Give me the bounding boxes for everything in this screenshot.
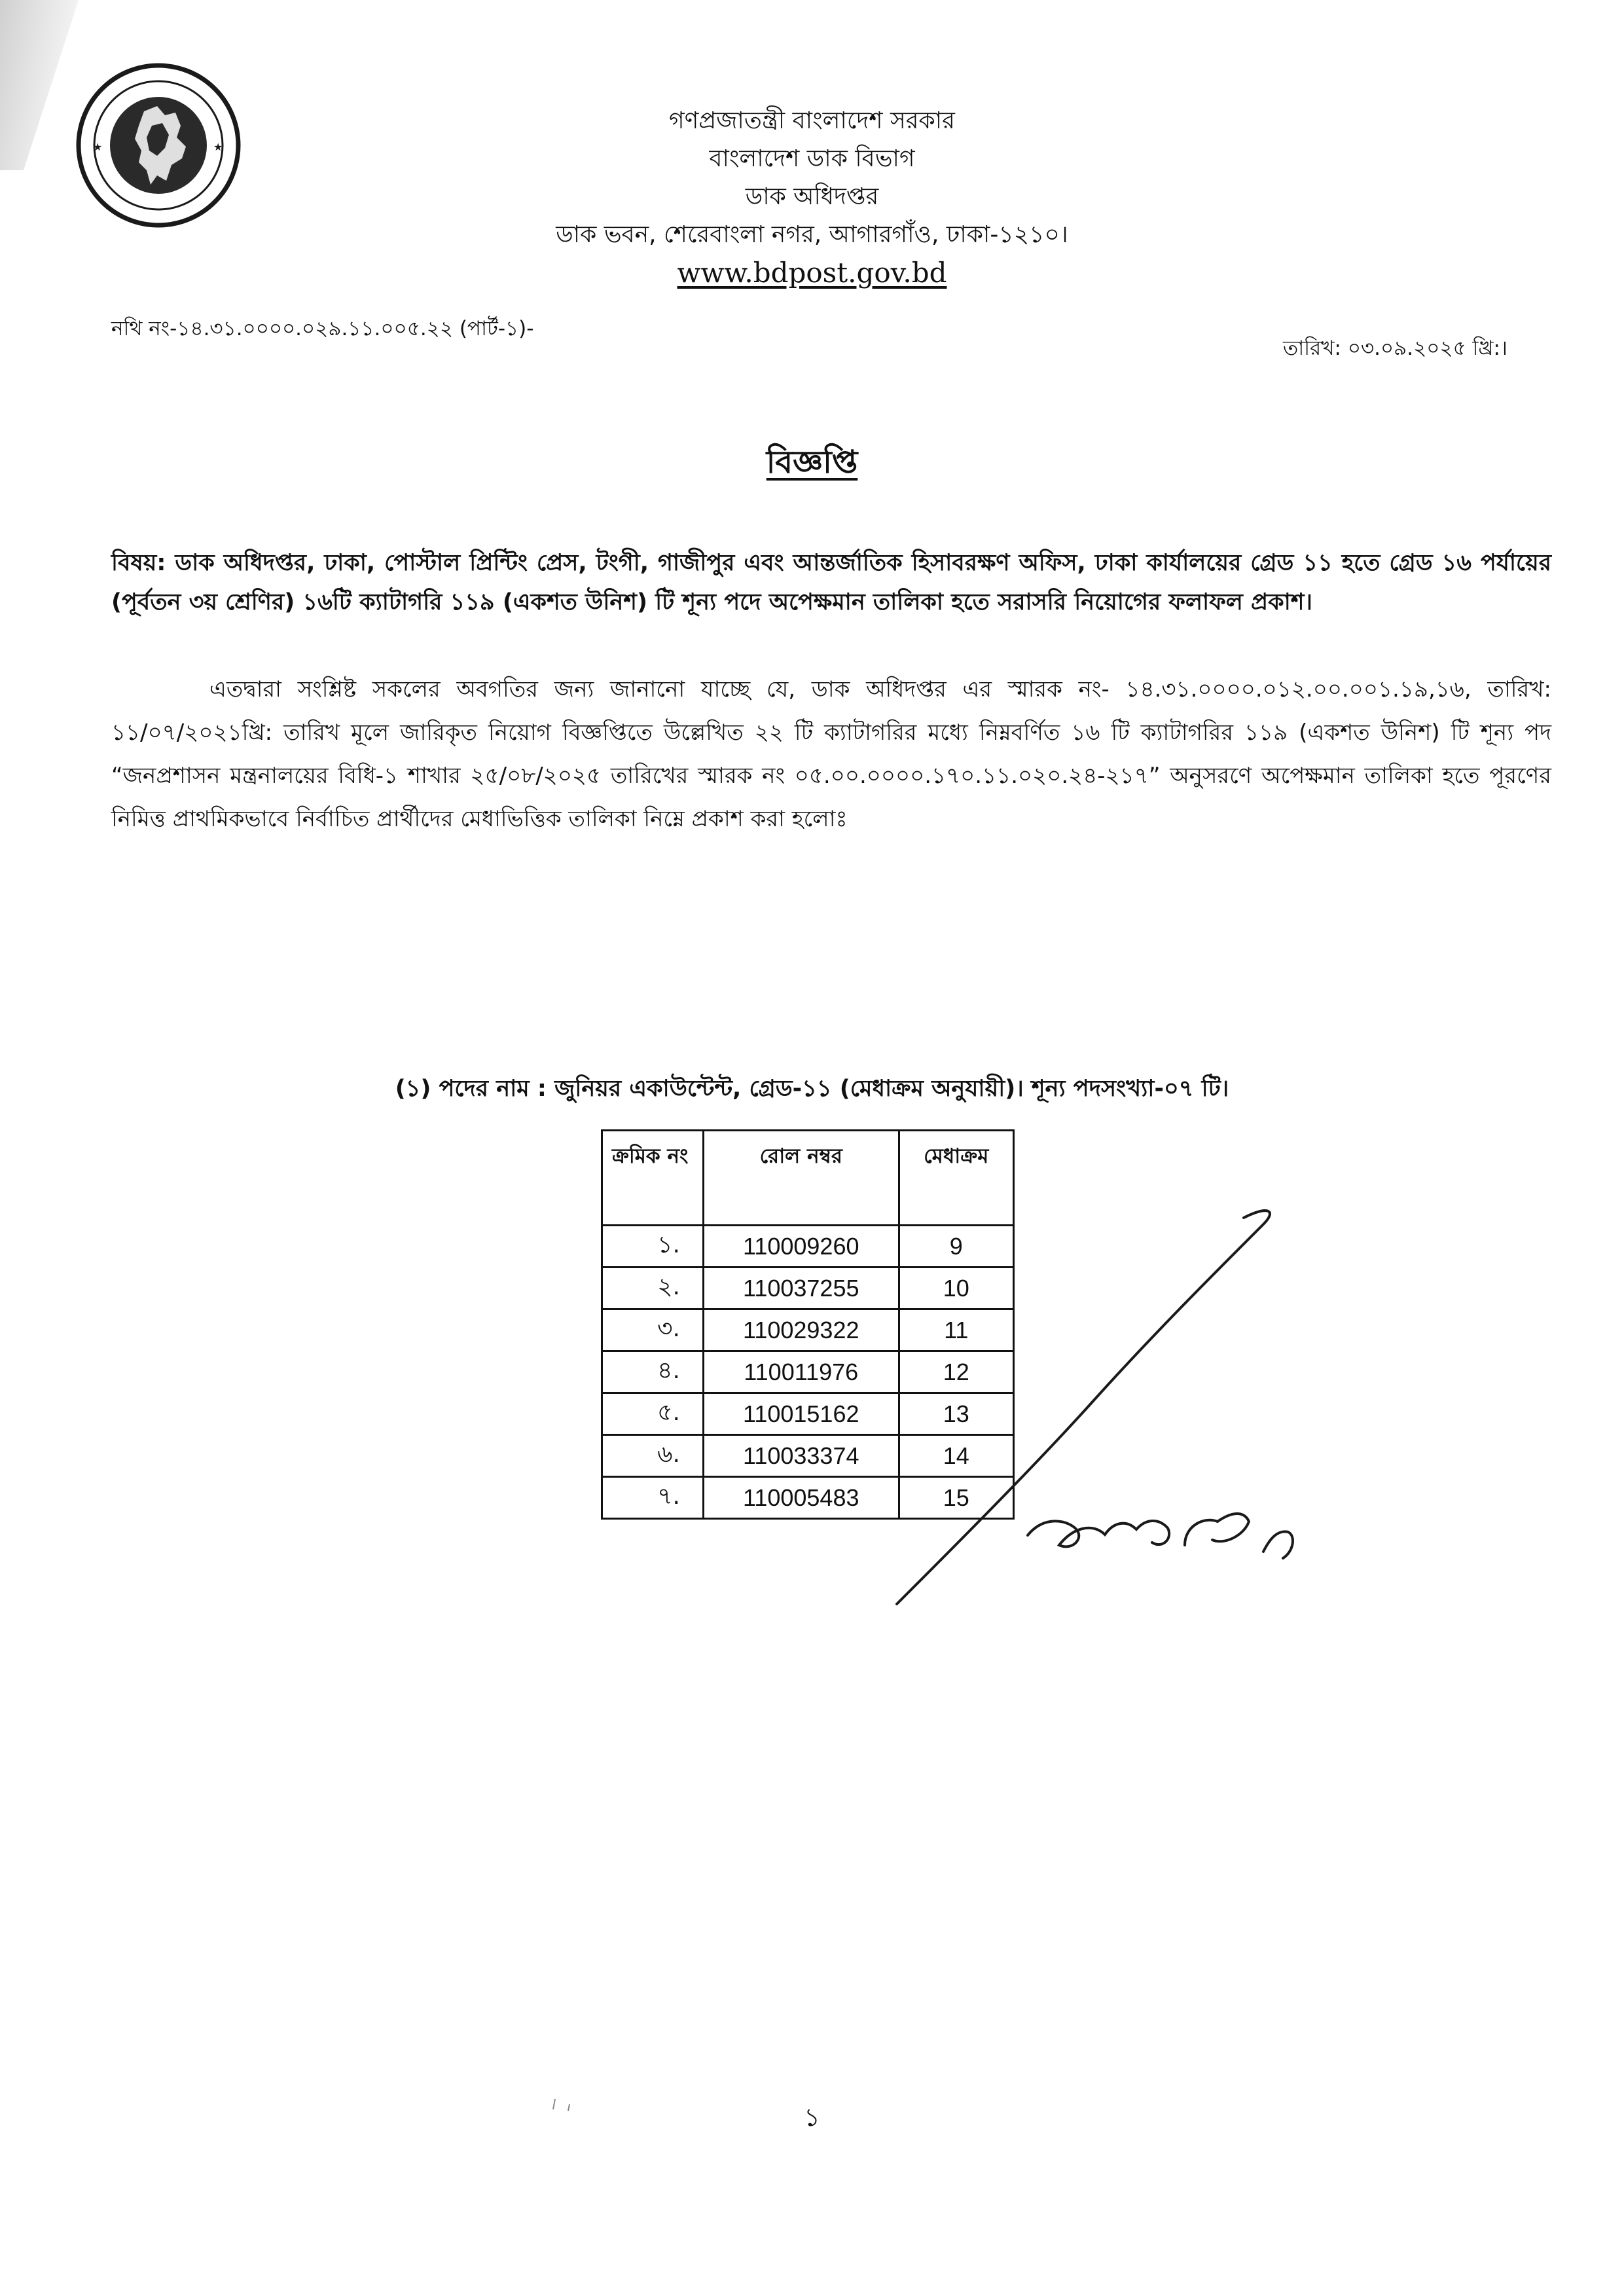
serial-cell: ৭. [602,1477,704,1519]
signature-icon [877,1126,1309,1624]
merit-cell: 15 [899,1477,1013,1519]
merit-cell: 12 [899,1351,1013,1393]
merit-cell: 14 [899,1435,1013,1477]
memo-number: নথি নং-১৪.৩১.০০০০.০২৯.১১.০০৫.২২ (পার্ট-১)- [111,317,534,340]
serial-cell: ৪. [602,1351,704,1393]
roll-cell: 110033374 [703,1435,899,1477]
serial-cell: ১. [602,1226,704,1268]
directorate-name: ডাক অধিদপ্তর [745,183,879,210]
document-title: বিজ্ঞপ্তি [766,444,858,481]
roll-cell: 110011976 [703,1351,899,1393]
header-serial: ক্রমিক নং [602,1131,704,1226]
department-name: বাংলাদেশ ডাক বিভাগ [709,145,915,172]
roll-cell: 110037255 [703,1268,899,1309]
roll-cell: 110029322 [703,1309,899,1351]
government-name: গণপ্রজাতন্ত্রী বাংলাদেশ সরকার [668,107,955,134]
merit-cell: 9 [899,1226,1013,1268]
website-link[interactable]: www.bdpost.gov.bd [677,257,947,289]
serial-cell: ২. [602,1268,704,1309]
header-roll-number: রোল নম্বর [703,1131,899,1226]
post-heading: (১) পদের নাম : জুনিয়র একাউন্টেন্ট, গ্রেড-১১ (মেধাক্রম অনুযায়ী)। শূন্য পদসংখ্যা-০৭ টি। [395,1076,1229,1102]
notice-body: এতদ্বারা সংশ্লিষ্ট সকলের অবগতির জন্য জানানো যাচ্ছে যে, ডাক অধিদপ্তর এর স্মারক নং- ১৪.৩১.০০০০.০১২.০০.০০১.১৯,১৬, তারিখ: ১১/০৭/২০২১খ্রি: তারিখ মূলে জারিকৃত নিয়োগ বিজ্ঞপ্তিতে উল্লেখিত ২২ টি ক্যাটাগরির মধ্যে নিম্নবর্ণিত ১৬ টি ক্যাটাগরির ১১৯ (একশত উনিশ) টি শূন্য পদ “জনপ্রশাসন মন্ত্রনালয়ের বিধি-১ শাখার ২৫/০৮/২০২৫ তারিখের স্মারক নং ০৫.০০.০০০০.১৭০.১১.০২০.২৪-২১৭” অনুসরণে অপেক্ষমান তালিকা হতে পূরণের নিমিত্ত প্রাথমিকভাবে নির্বাচিত প্রার্থীদের মেধাভিত্তিক তালিকা নিম্নে প্রকাশ করা হলোঃ [111,676,1551,832]
serial-cell: ৫. [602,1393,704,1435]
header-merit-rank: মেধাক্রম [899,1131,1013,1226]
serial-cell: ৬. [602,1435,704,1477]
serial-cell: ৩. [602,1309,704,1351]
subject-line: বিষয়: ডাক অধিদপ্তর, ঢাকা, পোস্টাল প্রিন্টিং প্রেস, টংগী, গাজীপুর এবং আন্তর্জাতিক হিসাবরক্ষণ অফিস, ঢাকা কার্যালয়ের গ্রেড ১১ হতে গ্রেড ১৬ পর্যায়ের (পূর্বতন ৩য় শ্রেণির) ১৬টি ক্যাটাগরি ১১৯ (একশত উনিশ) টি শূন্য পদে অপেক্ষমান তালিকা হতে সরাসরি নিয়োগের ফলাফল প্রকাশ। [111,550,1551,615]
roll-cell: 110015162 [703,1393,899,1435]
memo-date: তারিখ: ০৩.০৯.২০২৫ খ্রি:। [1283,337,1508,360]
page-number: ১ [804,2103,820,2132]
roll-cell: 110005483 [703,1477,899,1519]
roll-cell: 110009260 [703,1226,899,1268]
merit-cell: 11 [899,1309,1013,1351]
svg-text:★: ★ [213,141,223,153]
letterhead [0,102,1624,292]
svg-text:★: ★ [93,141,103,153]
merit-cell: 10 [899,1268,1013,1309]
merit-cell: 13 [899,1393,1013,1435]
document-title-wrapper [0,439,1624,490]
office-address: ডাক ভবন, শেরেবাংলা নগর, আগারগাঁও, ঢাকা-১২১০। [556,221,1068,248]
scan-marks [550,2095,589,2121]
